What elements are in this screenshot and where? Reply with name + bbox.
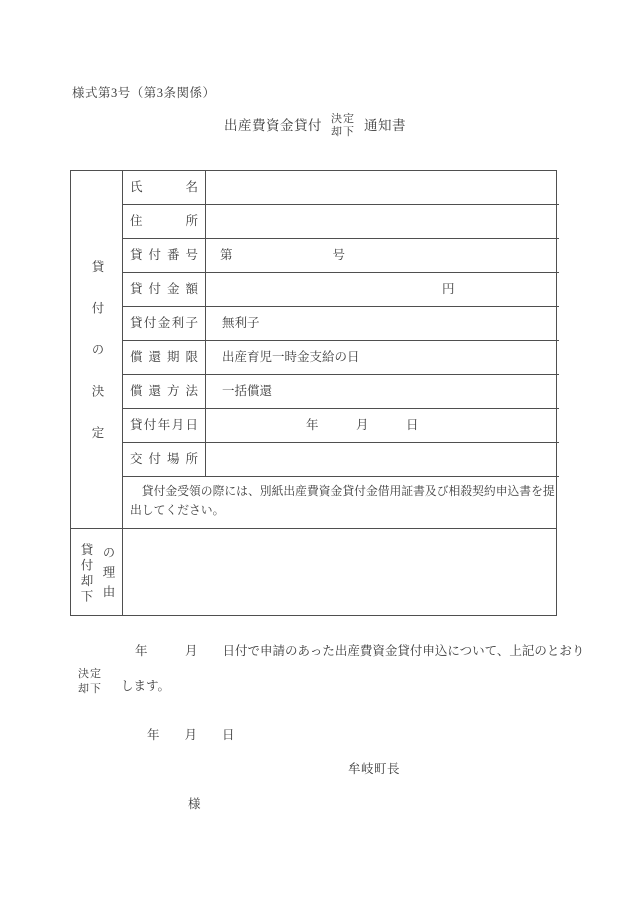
table-row-loan-amount [123,273,559,307]
row-value-loan-amount: 円 [442,282,455,296]
table-note [123,477,559,528]
rejection-section-header [71,529,123,615]
row-value-loan-date: 年 月 日 [306,418,419,432]
row-label-repayment-deadline: 償 還 期 限 [123,341,206,374]
table-row-repayment-method [123,375,559,409]
rejection-header-left: 貸付却下 [79,542,93,605]
row-label-address: 住 所 [123,205,206,238]
title-rejection: 却下 [331,126,355,138]
footer-statement-line1: 年 月 日付で申請のあった出産費資金貸付申込について、上記のとおり [135,644,585,658]
footer-statement-line2: します。 [121,679,171,693]
loan-decision-table [70,170,557,616]
table-note-line1: 貸付金受領の際には、別紙出産費資金貸付金借用証書及び相殺契約申込書を提 [141,484,555,498]
row-value-loan-interest: 無利子 [222,316,260,330]
row-value-address [206,205,559,238]
table-row-loan-interest [123,307,559,341]
rejection-header-right: の理由 [101,546,115,605]
row-label-name: 氏 名 [123,171,206,204]
row-label-repayment-method: 償 還 方 法 [123,375,206,408]
rejection-reason-cell [123,529,556,615]
table-row-name [123,171,559,205]
table-row-delivery-place [123,443,559,477]
table-row-address [123,205,559,239]
footer-issuer: 牟岐町長 [348,762,401,776]
decision-section-header [71,171,123,528]
rejection-section [71,529,556,615]
table-row-loan-number [123,239,559,273]
title-decision-rejection-stack [331,113,355,140]
title-prefix: 出産費資金貸付 [224,117,322,133]
row-label-loan-interest: 貸 付 金 利 子 [123,307,206,340]
footer-rejection: 却下 [78,683,102,695]
row-label-loan-amount: 貸 付 金 額 [123,273,206,306]
footer-date-line: 年 月 日 [147,728,235,742]
footer-decision-rejection-stack [78,666,102,697]
title-suffix: 通知書 [364,117,406,133]
footer-addressee-suffix: 様 [188,797,201,811]
table-row-repayment-deadline [123,341,559,375]
form-number: 様式第3号（第3条関係） [72,86,216,100]
document-title [0,109,630,143]
row-label-loan-number: 貸 付 番 号 [123,239,206,272]
row-value-repayment-method: 一括償還 [222,384,273,398]
row-value-loan-number: 第 号 [220,248,346,262]
decision-section-body [123,171,559,528]
row-label-loan-date: 貸 付 年 月 日 [123,409,206,442]
table-row-loan-date [123,409,559,443]
title-decision: 決定 [331,112,355,125]
row-value-name [206,171,559,204]
row-value-delivery-place [206,443,559,476]
decision-section [71,171,556,529]
row-label-delivery-place: 交 付 場 所 [123,443,206,476]
footer-decision: 決定 [78,668,102,680]
decision-section-header-label: 貸付の決定 [90,260,104,468]
table-note-line2: 出してください。 [130,503,225,517]
row-value-repayment-deadline: 出産育児一時金支給の日 [222,350,360,364]
